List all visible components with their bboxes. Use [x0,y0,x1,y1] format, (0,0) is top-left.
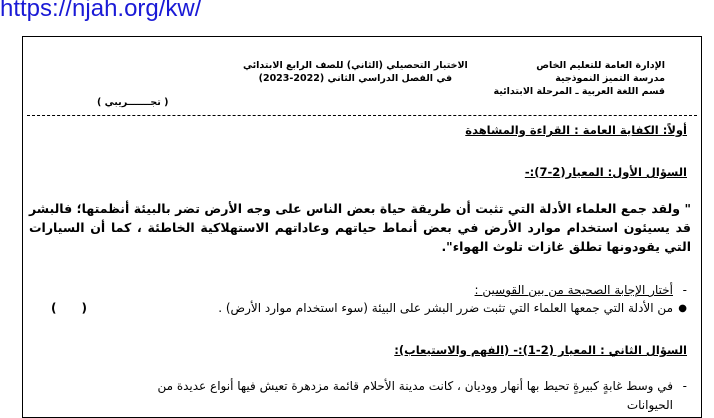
header-line-school: مدرسة التميز النموذجية [555,73,665,84]
exam-sheet [22,36,702,418]
header-divider [27,115,697,116]
header-line-department: قسم اللغة العربية ـ المرحلة الابتدائية [493,86,665,97]
question-2-title: السؤال الثاني : المعيار (2-1):- (الفهم والاستيعاب): [394,343,687,357]
exam-term: في الفصل الدراسي الثاني (2022-2023) [258,73,453,84]
school-header [493,59,665,98]
question-2-text-line-1: في وسط غابةٍ كبيرةٍ تحيط بها أنهار ووديان ، كانت مدينة الأحلام قائمة مزدهرة تعيش فيها أنواع عديدة من [157,379,673,393]
bullet-marker: ● [678,303,687,314]
question-1-instruction: أختار الإجابة الصحيحة من بين القوسين : [474,283,673,297]
source-url[interactable]: https://njah.org/kw/ [0,0,202,22]
answer-box[interactable]: ( ) [51,301,88,315]
question-1-title: السؤال الأول: المعيار(2-7):- [524,165,687,179]
question-1-item: من الأدلة التي جمعها العلماء التي تثبت ضرر البشر على البيئة (سوء استخدام موارد الأرض) . [218,301,673,315]
exam-header [243,59,468,85]
dash-marker-2: - [682,379,687,393]
header-line-administration: الإدارة العامة للتعليم الخاص [536,60,665,71]
section-title: أولاً: الكفاية العامة : القراءة والمشاهدة [465,123,687,137]
dash-marker: - [682,283,687,297]
question-2-text-line-2: الحيوانات [626,398,673,412]
question-1-passage: " ولقد جمع العلماء الأدلة التي تثبت أن طريقة حياة بعض الناس على وجه الأرض تضر بالبيئة أنظمتها؛ فالبشر قد يسيئون استخدام موارد الأرض في بعض أنماط حياتهم وعاداتهم الاستهلاكية الخاطئة ، كما أن السيارات التي يقودونها تطلق غازات تلوث الهواء". [29,201,691,254]
exam-title: الاختبار التحصيلي (الثاني) للصف الرابع الابتدائي [243,60,468,71]
trial-note: ( تجـــــــريبي ) [97,97,169,108]
